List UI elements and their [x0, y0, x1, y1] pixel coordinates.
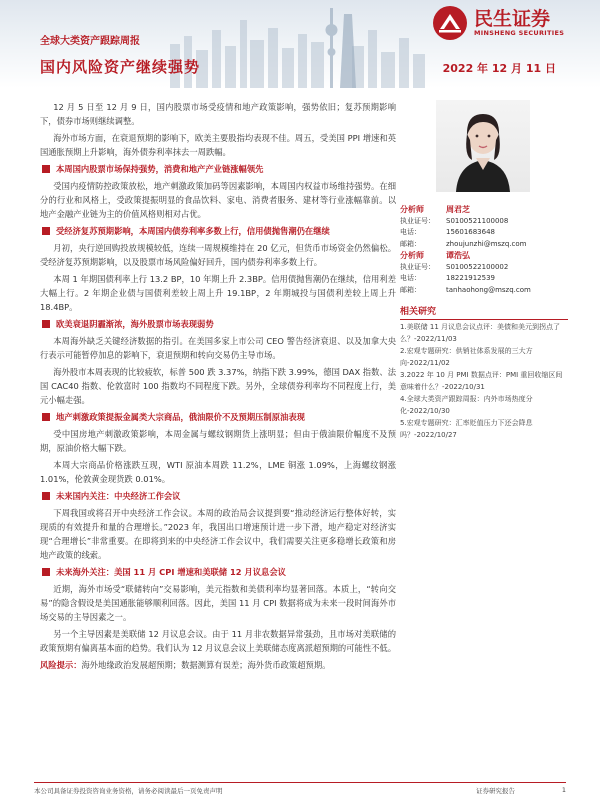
- bullet-square-icon: [42, 165, 50, 173]
- analyst-name: 周君芝: [446, 205, 470, 214]
- logo-english-name: MINSHENG SECURITIES: [474, 28, 565, 37]
- footer-disclaimer: 本公司具备证券投资咨询业务资格，请务必阅读最后一页免责声明: [34, 787, 223, 795]
- logo-chinese-name: 民生证券: [474, 7, 551, 30]
- page-header: [0, 0, 600, 88]
- cert-number: S0100521100008: [446, 216, 509, 225]
- analyst-title-label: 分析师: [400, 251, 424, 260]
- bullet-square-icon: [42, 320, 50, 328]
- cert-label: 执业证号：: [400, 216, 435, 225]
- email-address[interactable]: zhoujunzhi@mszq.com: [446, 239, 527, 248]
- phone-number: 18221912539: [446, 274, 495, 282]
- section-heading-text: 未来国内关注：中央经济工作会议: [56, 491, 181, 501]
- section-heading-text: 未来海外关注：美国 11 月 CPI 增速和美联储 12 月议息会议: [56, 567, 286, 577]
- email-label: 邮箱：: [400, 239, 421, 248]
- analyst-card: [400, 250, 568, 296]
- related-research-title: 相关研究: [400, 304, 568, 320]
- section-heading: [40, 489, 396, 503]
- risk-label: 风险提示：: [40, 660, 82, 670]
- risk-warning: [40, 658, 396, 672]
- analyst-title-label: 分析师: [400, 205, 424, 214]
- paragraph: 另一个主导因素是美联储 12 月议息会议。由于 11 月非农数据异常强劲，且市场对美联储的政策预期有偏离基本面的趋势。我们认为 12 月议息会议上美联储态度离派超预期的可能性不低。: [40, 629, 396, 653]
- section-heading-text: 本周国内股票市场保持强势，消费和地产产业链涨幅领先: [56, 164, 264, 174]
- related-research-item[interactable]: 1.美联储 11 月议息会议点评：美债和美元到拐点了么？-2022/11/03: [400, 323, 561, 343]
- report-series: 全球大类资产跟踪周报: [40, 36, 140, 47]
- paragraph: 受中国房地产刺激政策影响，本周金属与螺纹钢期货上涨明显；但由于俄油限价幅度不及预期，原油价格大幅下跌。: [40, 429, 396, 453]
- analyst-photo: [436, 100, 530, 192]
- paragraph: 海外市场方面，在衰退预期的影响下，欧美主要股指均表现不佳。周五，受美国 PPI 增速和英国通胀预期上升影响，海外债券利率抹去一周跌幅。: [40, 133, 396, 157]
- bullet-square-icon: [42, 568, 50, 576]
- related-research-list: [400, 322, 568, 442]
- section-heading-text: 受经济复苏预期影响，本周国内债券利率多数上行，信用债抛售潮仍在继续: [56, 226, 330, 236]
- risk-text: 海外地缘政治发展超预期；数据测算有误差；海外货币政策超预期。: [81, 660, 331, 670]
- cert-label: 执业证号：: [400, 262, 435, 271]
- section-heading: [40, 317, 396, 331]
- phone-label: 电话：: [400, 228, 421, 236]
- paragraph: 月初，央行逆回购投放规模较低，连续一周规模维持在 20 亿元，但货币市场资金仍然偏松。受经济复苏预期影响，以及股票市场风险偏好回升，国内债券利率多数上行。: [40, 243, 396, 267]
- paragraph: 本周大宗商品价格涨跌互现，WTI 原油本周跌 11.2%，LME 铜涨 1.09%，上海螺纹钢涨 1.01%，伦敦黄金现货跌 0.01%。: [40, 460, 396, 484]
- paragraph: 下周我国或将召开中央经济工作会议。本周的政治局会议提到要“推动经济运行整体好转，实现质的有效提升和量的合理增长。”2023 年，我国出口增速预计进一步下滑，地产稳定对经济实现“合理增长”非常重要。在即将到来的中央经济工作会议中，我们需要关注更多稳增长政策和房地产政策的线索。: [40, 508, 396, 560]
- related-research-item[interactable]: 4.全球大类资产跟踪周报：内外市场热度分化-2022/10/30: [400, 395, 533, 415]
- analyst-name: 谭浩弘: [446, 251, 470, 260]
- section-heading: [40, 224, 396, 238]
- section-heading: [40, 565, 396, 579]
- analyst-card: [400, 204, 568, 250]
- phone-number: 15601683648: [446, 228, 495, 236]
- page-number: 1: [561, 786, 566, 794]
- analyst-portrait-icon: [436, 100, 530, 192]
- footer-doc-type: 证券研究报告: [476, 787, 515, 795]
- email-address[interactable]: tanhaohong@mszq.com: [446, 285, 531, 294]
- page-footer: [34, 782, 566, 795]
- cert-number: S0100522100002: [446, 262, 509, 271]
- section-heading-text: 欧美衰退阴霾渐浓，海外股票市场表现弱势: [56, 319, 214, 329]
- email-label: 邮箱：: [400, 285, 421, 294]
- paragraph: 海外股市本周表现的比较疲软，标普 500 跌 3.37%，纳指下跌 3.99%，德国 DAX 指数、法国 CAC40 指数、伦敦富时 100 指数均不同程度下跌。另外，全球债券利率均不同程度上行，美元小幅走强。: [40, 367, 396, 405]
- bullet-square-icon: [42, 227, 50, 235]
- report-date: 2022 年 12 月 11 日: [442, 62, 556, 75]
- report-body: [40, 100, 396, 760]
- paragraph: 12 月 5 日至 12 月 9 日，国内股票市场受疫情和地产政策影响，强势依旧；复苏预期影响下，债券市场则继续调整。: [40, 102, 396, 126]
- minsheng-logo-icon: [432, 5, 468, 41]
- phone-label: 电话：: [400, 274, 421, 282]
- section-heading: [40, 162, 396, 176]
- bullet-square-icon: [42, 492, 50, 500]
- bullet-square-icon: [42, 413, 50, 421]
- paragraph: 受国内疫情防控政策放松，地产刺激政策加码等因素影响，本周国内权益市场维持强势。在细分的行业和风格上，受政策提振明显的食品饮料、家电、消费者服务、建材等行业涨幅靠前。以地产金融产业链为主的价值风格则相对占优。: [40, 181, 396, 219]
- related-research-item[interactable]: 3.2022 年 10 月 PMI 数据点评：PMI 重回收缩区间意味着什么？-2022/10/31: [400, 371, 563, 391]
- section-heading: [40, 410, 396, 424]
- report-title: 国内风险资产继续强势: [40, 58, 201, 76]
- paragraph: 本周海外缺乏关键经济数据的指引。在美国多家上市公司 CEO 警告经济衰退、以及加拿大央行表示可能暂停加息的影响下，衰退预期和转向交易仍主导市场。: [40, 336, 396, 360]
- company-logo: [432, 3, 590, 43]
- related-research-item[interactable]: 5.宏观专题研究：汇率贬值压力下还会降息吗？-2022/10/27: [400, 419, 533, 439]
- paragraph: 近期，海外市场受“联储转向”交易影响，美元指数和美债利率均显著回落。本质上，“转向交易”的隐含假设是美国通胀能够顺利回落。因此，美国 11 月 CPI 数据将成为未来一段时间海外市场交易的主导因素之一。: [40, 584, 396, 622]
- paragraph: 本周 1 年期国债利率上行 13.2 BP，10 年期上升 2.3BP。信用债抛售潮仍在继续，信用利差大幅上行。2 年期企业债与国债利差较上周上升 19.1BP，2 年期城投与国债利差较上周上升 18.4BP。: [40, 274, 396, 312]
- section-heading-text: 地产刺激政策提振金属类大宗商品，俄油限价不及预期压制原油表现: [56, 412, 305, 422]
- related-research-item[interactable]: 2.宏观专题研究：供销社体系发展的三大方向-2022/11/02: [400, 347, 533, 367]
